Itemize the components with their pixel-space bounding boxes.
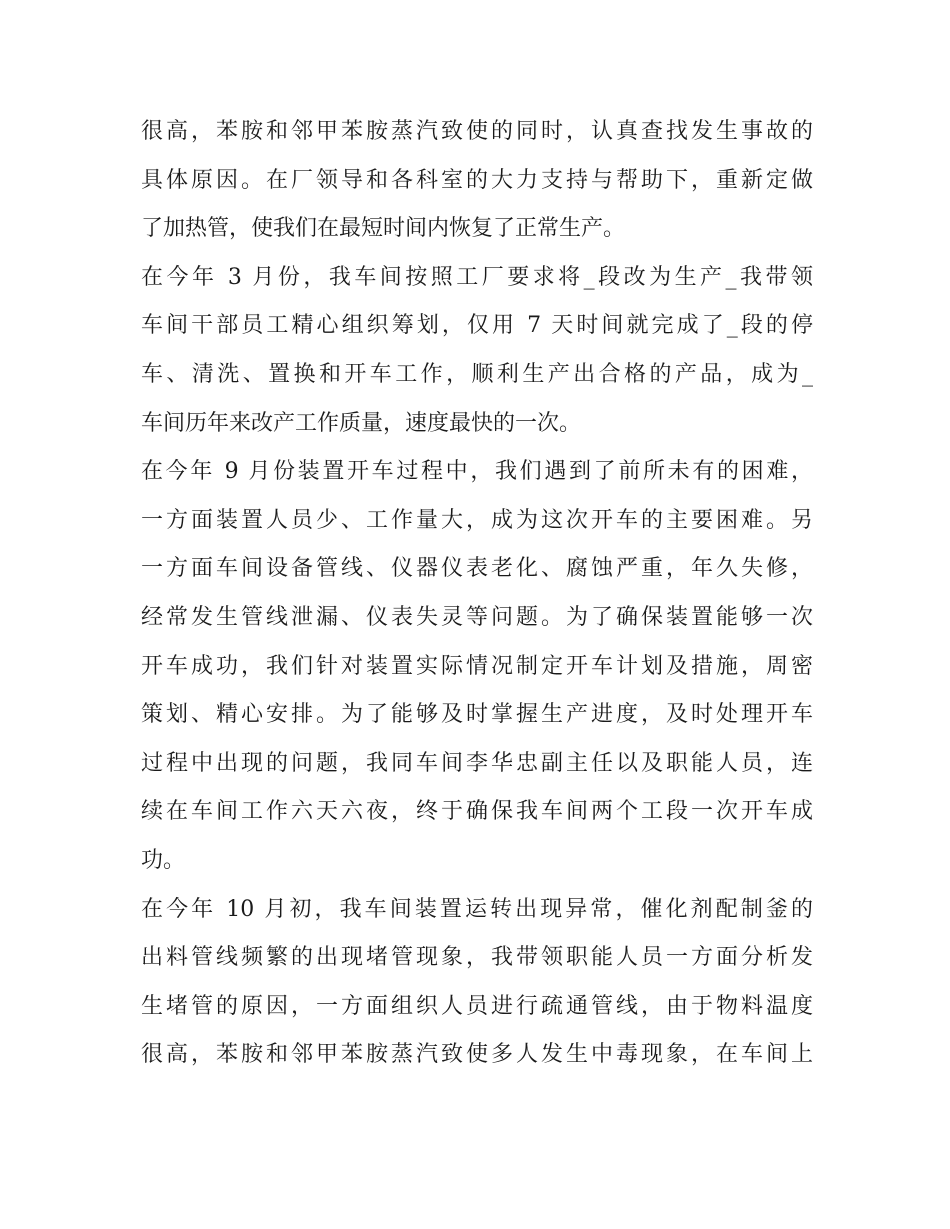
text-line: 很高，苯胺和邻甲苯胺蒸汽致使的同时，认真查找发生事故的: [141, 119, 813, 144]
text-line: 策划、精心安排。为了能够及时掌握生产进度，及时处理开车: [141, 702, 813, 728]
text-line: 车间干部员工精心组织筹划，仅用 7 天时间就完成了_段的停: [141, 313, 813, 339]
text-line: 过程中出现的问题，我同车间李华忠副主任以及职能人员，连: [141, 750, 813, 776]
text-line: 一方面车间设备管线、仪器仪表老化、腐蚀严重，年久失修，: [141, 556, 813, 582]
text-line: 很高，苯胺和邻甲苯胺蒸汽致使多人发生中毒现象，在车间上: [141, 1042, 813, 1068]
text-line: 一方面装置人员少、工作量大，成为这次开车的主要困难。另: [141, 507, 813, 533]
document-body: [141, 108, 813, 1080]
text-line: 具体原因。在厂领导和各科室的大力支持与帮助下，重新定做: [141, 167, 813, 193]
text-line: 功。: [141, 847, 186, 873]
text-line: 车、清洗、置换和开车工作，顺利生产出合格的产品，成为_: [141, 361, 813, 387]
text-line: 经常发生管线泄漏、仪表失灵等问题。为了确保装置能够一次: [141, 604, 813, 630]
text-line: 在今年 9 月份装置开车过程中，我们遇到了前所未有的困难，: [141, 459, 813, 485]
text-line: 续在车间工作六天六夜，终于确保我车间两个工段一次开车成: [141, 799, 813, 825]
text-line: 在今年 3 月份，我车间按照工厂要求将_段改为生产_我带领: [141, 264, 813, 290]
paragraph-4: [141, 886, 813, 1080]
text-line: 了加热管，使我们在最短时间内恢复了正常生产。: [141, 216, 626, 242]
paragraph-3: [141, 448, 813, 885]
text-line: 出料管线频繁的出现堵管现象，我带领职能人员一方面分析发: [141, 945, 813, 971]
paragraph-1: [141, 108, 813, 254]
text-line: 生堵管的原因，一方面组织人员进行疏通管线，由于物料温度: [141, 993, 813, 1019]
text-line: 在今年 10 月初，我车间装置运转出现异常，催化剂配制釜的: [141, 896, 813, 922]
text-line: 车间历年来改产工作质量，速度最快的一次。: [141, 410, 582, 436]
text-line: 开车成功，我们针对装置实际情况制定开车计划及措施，周密: [141, 653, 813, 679]
paragraph-2: [141, 254, 813, 448]
